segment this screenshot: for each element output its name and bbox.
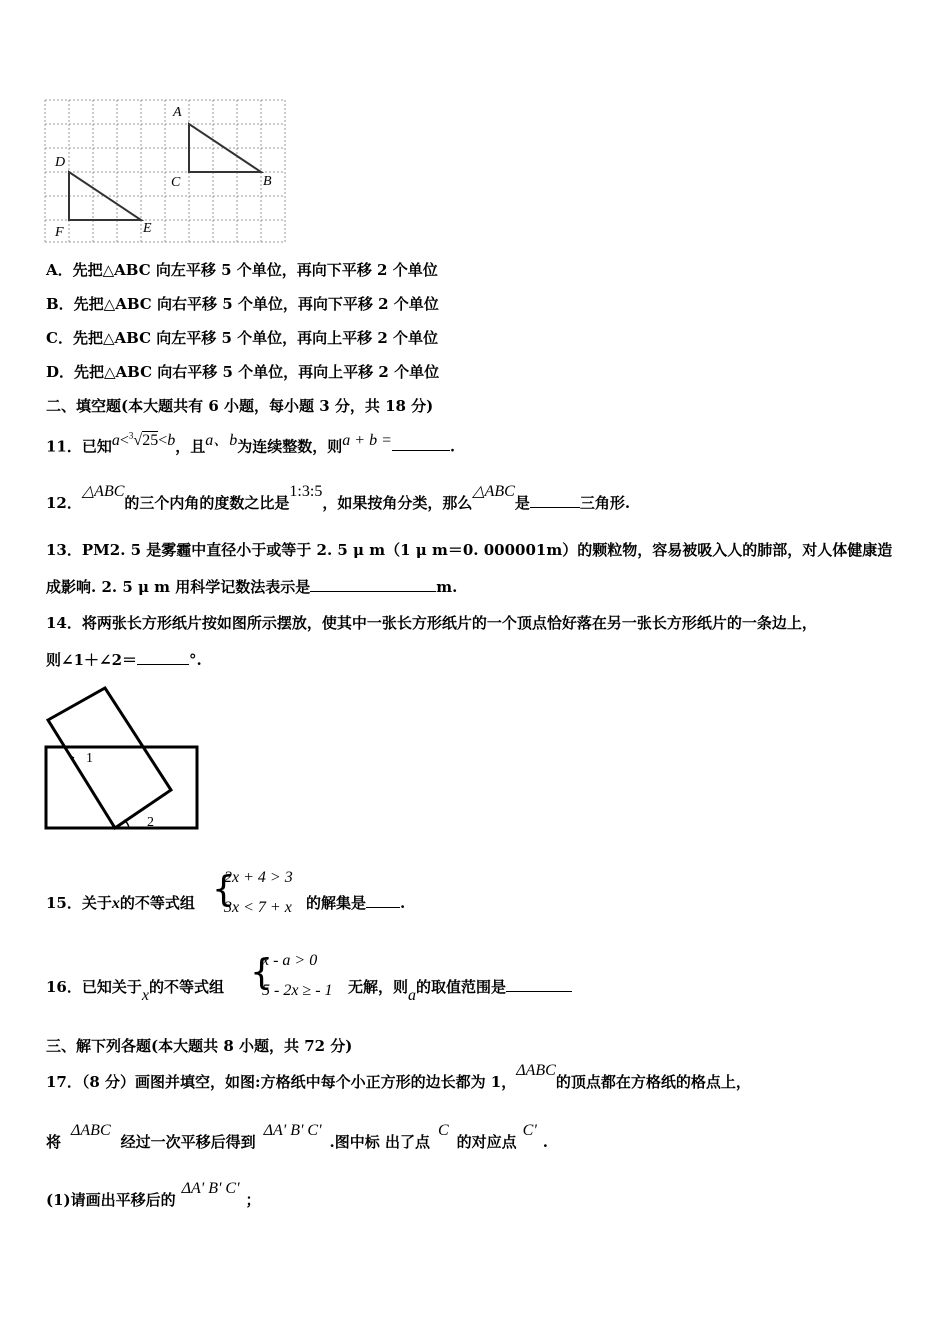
angle-1-label: 1 xyxy=(86,751,93,766)
label-b: B xyxy=(263,174,272,189)
option-b: B．先把△ABC 向右平移 5 个单位，再向下平移 2 个单位 xyxy=(46,295,439,313)
question-16 xyxy=(46,977,224,1004)
q11-root-index: 3 xyxy=(128,431,134,441)
q12-triangle2: △ABC xyxy=(472,483,515,500)
q16-brace: { xyxy=(250,952,273,993)
q12-text3: 是 xyxy=(514,494,530,512)
label-f: F xyxy=(55,225,64,240)
q11-num: 11．已知 xyxy=(46,437,112,456)
q11-blank xyxy=(392,436,450,451)
q17-line1 xyxy=(46,1062,751,1093)
q17-sub1-triangle: ΔA' B' C' xyxy=(181,1180,240,1197)
q11-lt2: < xyxy=(158,432,168,450)
q11-root: $^3$√25 xyxy=(128,431,159,450)
q11-lt1: < xyxy=(119,432,129,450)
q15-ineq1: 2x + 4 > 3 xyxy=(224,869,293,886)
q17-line2e: . xyxy=(542,1133,548,1151)
q14-line1: 14．将两张长方形纸片按如图所示摆放，使其中一张长方形纸片的一个顶点恰好落在另一张长方形纸片的一条边上， xyxy=(46,614,817,632)
label-c: C xyxy=(171,175,181,190)
q17-line1b: 的顶点都在方格纸的格点上， xyxy=(555,1073,751,1091)
q17-line2b: 经过一次平移后得到 xyxy=(120,1133,256,1151)
q17-line2c: .图中标 出了点 xyxy=(329,1133,430,1151)
q16-ineq1: x - a > 0 xyxy=(262,952,318,969)
q12-num: 12． xyxy=(46,494,82,512)
q11-expr: a + b = xyxy=(342,432,392,450)
grid-figure xyxy=(40,96,290,248)
q15-brace: { xyxy=(212,869,235,910)
q14-blank xyxy=(137,650,189,665)
q11-radicand: 25 xyxy=(142,432,159,450)
q14-line2b: °. xyxy=(189,651,202,669)
q11-ab: a、b xyxy=(205,432,238,450)
q16-tail xyxy=(348,977,572,1004)
label-a: A xyxy=(173,105,182,120)
q15-text2: 的解集是 xyxy=(306,894,367,912)
q13-line2a: 成影响. 2. 5 μ m 用科学记数法表示是 xyxy=(46,578,311,596)
rectangles-figure xyxy=(40,680,210,835)
q16-text1: 的不等式组 xyxy=(148,978,224,996)
q12-ratio: 1:3:5 xyxy=(289,483,323,500)
q15-num: 15．关于 xyxy=(46,894,112,912)
horizontal-rectangle xyxy=(46,747,197,828)
q12-text4: 三角形. xyxy=(579,494,631,512)
q17-triangle2: ΔABC xyxy=(71,1122,111,1139)
q12-blank xyxy=(530,493,580,508)
q17-line2d: 的对应点 xyxy=(456,1133,517,1151)
q15-x: x xyxy=(111,895,120,912)
q17-triangle: ΔABC xyxy=(516,1062,556,1079)
q11-text2: 为连续整数，则 xyxy=(237,437,343,456)
q17-sub1 xyxy=(46,1180,261,1211)
question-15 xyxy=(46,893,195,914)
q17-line2 xyxy=(46,1122,548,1153)
option-d: D．先把△ABC 向右平移 5 个单位，再向上平移 2 个单位 xyxy=(46,363,440,381)
q17-line2a: 将 xyxy=(46,1133,62,1151)
option-c: C．先把△ABC 向左平移 5 个单位，再向上平移 2 个单位 xyxy=(46,329,438,347)
label-e: E xyxy=(143,221,152,236)
q11-a: a xyxy=(111,432,120,450)
q17-sub1a: (1)请画出平移后的 xyxy=(46,1191,176,1209)
label-d: D xyxy=(55,155,66,170)
q16-a: a xyxy=(408,987,417,1004)
tilted-rectangle xyxy=(48,688,171,828)
q17-point-c-prime: C' xyxy=(522,1122,537,1139)
angle-2-label: 2 xyxy=(147,815,154,830)
q17-line1a: 17．（8 分）画图并填空，如图:方格纸中每个小正方形的边长都为 1， xyxy=(46,1073,517,1091)
option-a: A．先把△ABC 向左平移 5 个单位，再向下平移 2 个单位 xyxy=(46,261,438,279)
q12-text2: ，如果按角分类，那么 xyxy=(322,494,473,512)
q16-text3: 的取值范围是 xyxy=(416,978,507,996)
q14-line2 xyxy=(46,650,202,670)
q15-blank xyxy=(366,893,400,908)
q15-ineq2: 3x < 7 + x xyxy=(224,899,292,916)
q16-num: 16．已知关于 xyxy=(46,978,142,996)
q16-ineq2: 5 - 2x ≥ - 1 xyxy=(262,982,333,999)
question-11 xyxy=(46,432,455,457)
question-12 xyxy=(46,483,631,514)
q12-text1: 的三个内角的度数之比是 xyxy=(124,494,290,512)
q17-triangle3: ΔA' B' C' xyxy=(263,1122,322,1139)
q15-tail xyxy=(306,893,405,913)
q16-text2: 无解，则 xyxy=(348,978,409,996)
section3-title: 三、解下列各题(本大题共 8 小题，共 72 分) xyxy=(46,1037,353,1055)
q17-sub1b: ； xyxy=(245,1191,261,1209)
q13-line2b: m. xyxy=(436,578,458,596)
q12-triangle: △ABC xyxy=(81,483,125,500)
q13-line2 xyxy=(46,577,457,597)
q16-x: x xyxy=(141,987,149,1004)
q13-line1: 13．PM2. 5 是雾霾中直径小于或等于 2. 5 μ m（1 μ m＝0. 000001m）的颗粒物，容易被吸入人的肺部，对人体健康造 xyxy=(46,541,893,559)
q11-end: . xyxy=(449,437,456,456)
q17-point-c: C xyxy=(437,1122,449,1139)
q13-blank xyxy=(310,577,436,592)
section2-title: 二、填空题(本大题共有 6 小题，每小题 3 分，共 18 分) xyxy=(46,397,434,415)
q16-blank xyxy=(506,977,572,992)
q15-text1: 的不等式组 xyxy=(119,894,195,912)
q15-end: . xyxy=(400,894,406,912)
q14-line2a: 则∠1＋∠2＝ xyxy=(46,651,138,669)
q11-b: b xyxy=(167,432,176,450)
q11-mid: ，且 xyxy=(175,437,206,456)
